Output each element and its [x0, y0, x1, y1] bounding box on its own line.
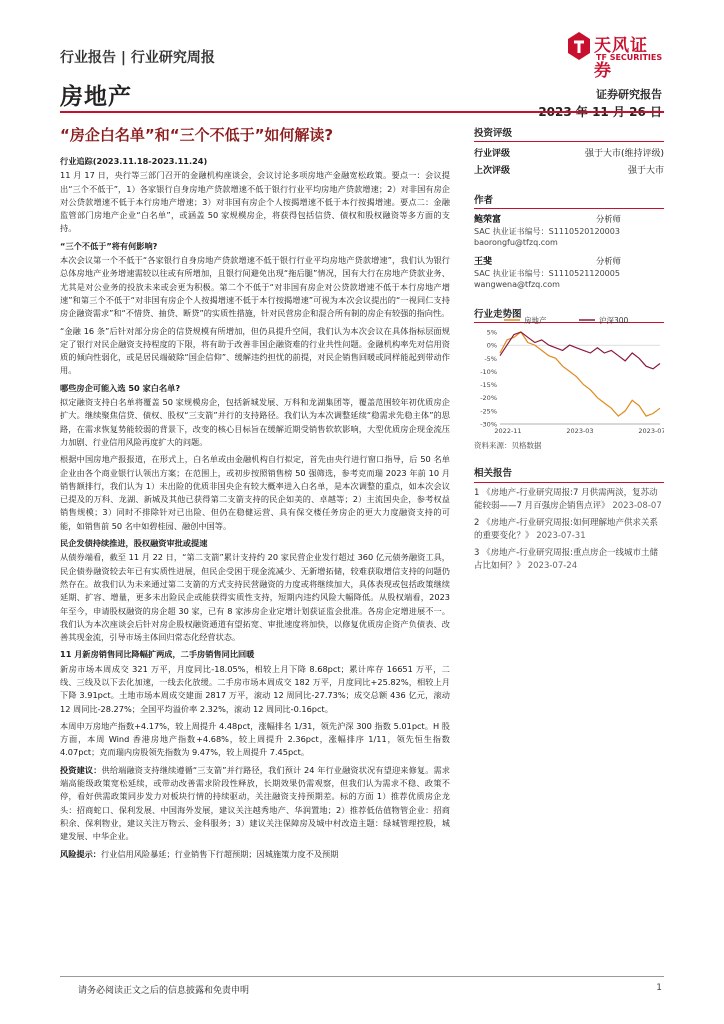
author-card — [474, 256, 664, 290]
related-title: 相关报告 — [474, 465, 664, 483]
page-number: 1 — [656, 983, 662, 993]
section-title: 11 月新房销售同比降幅扩两成，二手房销售同比回暖 — [60, 649, 255, 660]
investment-advice-text: 供给端融资支持继续遵循“三支箭”并行路径，我们预计 24 年行业融资状况有望迎来修复。需求端高能级政策宽松延续，或带动改善需求阶段性释放，长期效果仍需观察，但我们认为需求不稳、政策不停，看好供需政策同步发力对板块行情的持续驱动，关注融资支持预期差。标的方面 1）推荐优质房企龙头：招商蛇口、保利发展、中国海外发展，建议关注越秀地产、华润置地；2）推荐低估值物管企业：招商积余、保利物业，建议关注万物云、金科服务；3）建议关注保障房及城中村改造主题：绿城管理控股，城建发展、中华企业。 — [60, 764, 450, 842]
section-title: 哪些房企可能入选 50 家白名单? — [60, 382, 181, 393]
x-tick-label: 2023-03 — [566, 427, 594, 435]
investment-advice — [60, 764, 450, 844]
report-date: 2023 年 11 月 26 日 — [538, 105, 662, 119]
industry-rating-key: 行业评级 — [474, 149, 511, 159]
author-card — [474, 214, 664, 248]
report-type: 证券研究报告 — [596, 88, 662, 101]
y-tick-label: -20% — [480, 394, 497, 403]
paragraph: “金融 16 条”后针对部分房企的信贷规模有所增加，但仍具提升空间，我们认为本次会议在具体指标层面规定了银行对民企融资支持程度的下限，将有助于改善非国企融资难的行业共性问题。金融机构率先对信用资质的倾向性弱化，或是居民端破除“国企信仰”、缓解违约担忧的前提，对民企销售回暖或同样能起到带动作用。 — [60, 325, 450, 376]
section-title: 民企发债持续推进，股权融资审批或提速 — [60, 538, 208, 549]
author-role: 分析师 — [596, 256, 621, 266]
industry-rating-value: 强于大市(维持评级) — [584, 149, 664, 159]
y-tick-label: 5% — [486, 328, 497, 337]
logo-mark-icon — [566, 31, 592, 61]
footer-divider — [60, 976, 664, 977]
rating-title: 投资评级 — [474, 123, 664, 142]
paragraph: 从债券端看，截至 11 月 22 日，“第二支箭”累计支持约 20 家民营企业发行超过 360 亿元债务融资工具，民企债券融资较去年已有实质性进展，但民企受困于现金流减少、无新增拓储，较难获取增信支持的问题仍然存在。故我们认为未来通过第二支箭的方式支持民营融资的力度或将继续加大，具体表现或包括政策继续延期、扩容、增量，更多未出险民企或能获得实质性支持，短期内违约风险大幅降低。从股权端看，2023 年至今，申请股权融资的房企超 30 家，已有 8 家涉房企业定增计划获证监会批准。各房企定增进展不一。我们认为本次座谈会后针对房企股权融资通道有望拓宽、审批速度将加快，以修复优质房企资产负债表、改善其现金流，引导市场主体回归常态化经营状态。 — [60, 552, 450, 643]
related-report-text[interactable]: 1 《房地产-行业研究周报:7 月供需两淡，复苏动能较弱——7 月百强房企销售点评》 — [474, 488, 658, 511]
footer-disclaimer: 请务必阅读正文之后的信息披露和免责申明 — [78, 986, 250, 996]
related-report-date: 2023-07-31 — [536, 531, 586, 541]
section-title: 行业追踪(2023.11.18-2023.11.24) — [60, 156, 208, 166]
legend-label: 沪深300 — [599, 316, 629, 325]
related-report-link[interactable] — [474, 487, 664, 513]
y-tick-label: -5% — [484, 354, 497, 363]
company-logo — [566, 29, 664, 81]
last-rating-value: 强于大市 — [627, 166, 664, 176]
main-body — [60, 154, 450, 865]
paragraph: 新房市场本周成交 321 万平，月度同比-18.05%，相较上月下降 8.68pct；累计库存 16651 万平，二线、三线及以下去化加速，一线去化放缓。二手房市场本周成交 182 万平，月度同比+25.82%，相较上月下降 3.91pct。土地市场本周成交建面 2817 万平，滚动 12 周同比-27.73%；成交总额 436 亿元，滚动 12 周同比-28.27%；全国平均溢价率 2.32%，滚动 12 周同比-0.16pct。 — [60, 663, 450, 714]
risk-warning-label: 风险提示： — [60, 848, 101, 859]
risk-warning — [60, 848, 450, 861]
logo-text-cn: 天风证券 — [594, 36, 648, 81]
y-tick-label: -30% — [480, 420, 497, 429]
sidebar — [474, 123, 664, 323]
author-role: 分析师 — [596, 214, 621, 224]
author-cert: SAC 执业证书编号：S1110521120005 — [474, 269, 620, 278]
related-report-text[interactable]: 2 《房地产-行业研究周报:如何理解地产供求关系的重要变化？》 — [474, 518, 659, 541]
x-tick-label: 2022-11 — [494, 427, 522, 435]
related-report-date: 2023-07-24 — [527, 561, 578, 571]
related-report-link[interactable] — [474, 547, 664, 573]
author-name: 王斐 — [474, 257, 493, 267]
author-email[interactable]: baorongfu@tfzq.com — [474, 238, 558, 247]
related-report-link[interactable] — [474, 517, 664, 543]
paragraph: 拟定融资支持白名单将覆盖 50 家规模房企，包括新城发展、万科和龙湖集团等，覆盖范围较年初优质房企扩大。继续聚焦信贷、债权、股权“三支箭”并行的支持路径。我们认为本次调整延续“稳需求先稳主体”的思路，在需求恢复势能较弱的背景下，改变的核心目标旨在缓解近期受销售软软影响，大型优质房企现金流压力加剧、行业信用风险再度扩大的问题。 — [60, 397, 450, 447]
y-tick-label: -25% — [480, 407, 497, 416]
paragraph: 根据中国房地产报报道，在形式上，白名单或由金融机构自行拟定，首先由央行进行窗口指导，后 50 名单企业由各个商业银行认领出方案；在范围上，或初步按照销售榜 50 强筛选，参考克而瑞 2023 年前 10 月销售额排行，我们认为 1）未出险的优质非国央企有较大概率进入白名单，是本次调整的重点，如本次会议已提及的万科、龙湖、新城及其他已获得第二支箭支持的民企如美的、卓越等；2）主流国央企，参考权益销售规模；3）同时不排除针对已出险、但仍在稳健运营、具有保交楼任务房企的更大力度融资支持的可能，如销售前 50 名中如碧桂园、融创中国等。 — [60, 454, 450, 531]
related-report-text[interactable]: 3 《房地产-行业研究周报:重点房企一线城市土储占比如何？》 — [474, 548, 659, 571]
y-tick-label: -10% — [480, 367, 497, 376]
related-report-date: 2023-08-07 — [612, 501, 662, 511]
author-email[interactable]: wangwena@tfzq.com — [474, 280, 560, 289]
last-rating-key: 上次评级 — [474, 166, 511, 176]
authors-title: 作者 — [474, 190, 664, 209]
trend-title: 行业走势图 — [474, 304, 664, 323]
legend-label: 房地产 — [524, 316, 547, 325]
industry-title: 房地产 — [60, 84, 132, 110]
investment-advice-label: 投资建议： — [60, 764, 102, 775]
paragraph: 本次会议第一个不低于“各家银行自身房地产贷款增速不低于银行行业平均房地产贷款增速”，我们认为银行总体房地产业务增速需较以往或有所增加，且银行间避免出现“拖后腿”情况，国有大行在房地产贷款业务、尤其是对公业务的投放未来或会更为积极。第二个不低于“对非国有房企对公贷款增速不低于本行房地产增速”和第三个不低于“对非国有房企个人按揭增速不低于本行按揭增速”可视为本次会议提出的“一视同仁支持房企融资需求”和“不惜贷、抽贷、断贷”的实质性措施，针对民营房企和混合所有制的房企有较强的指向性。 — [60, 255, 450, 319]
y-tick-label: 0% — [486, 341, 497, 350]
trend-chart — [474, 312, 664, 442]
report-category: 行业报告 | 行业研究周报 — [60, 50, 215, 66]
related-reports — [474, 465, 664, 573]
paragraph: 11 月 17 日，央行等三部门召开的金融机构座谈会，会议讨论多项房地产金融宽松政策。要点一：会议提出“三个不低于”，1）各家银行自身房地产贷款增速不低于银行行业平均房地产贷款增速；2）对非国有房企对公贷款增速不低于本行房地产增速；3）对非国有房企个人按揭增速不低于本行按揭增速。要点二：金融监管部门房地产企业“白名单”，或涵盖 50 家规模房企，将获得包括信贷、债权和股权融资等多方面的支持。 — [60, 170, 450, 234]
industry-rating-row — [474, 142, 664, 159]
report-headline: “房企白名单”和“三个不低于”如何解读? — [60, 126, 334, 144]
chart-source: 资料来源：贝格数据 — [474, 441, 542, 450]
y-tick-label: -15% — [480, 381, 497, 390]
section-title: “三个不低于”将有何影响? — [60, 240, 158, 251]
author-cert: SAC 执业证书编号：S1110520120003 — [474, 227, 620, 236]
paragraph: 本周申万房地产指数+4.17%，较上周提升 4.48pct，涨幅排名 1/31，领先沪深 300 指数 5.01pct。H 股方面，本周 Wind 香港房地产指数+4.68%，较上周提升 2.36pct，涨幅排序 1/11，领先恒生指数 4.07pct；克而瑞内房股领先指数为 9.47%，较上周提升 7.45pct。 — [60, 720, 450, 758]
x-tick-label: 2023-07 — [638, 427, 664, 435]
header-divider — [60, 111, 664, 113]
author-name: 鲍荣富 — [474, 215, 502, 225]
series-line-real-estate — [500, 332, 660, 416]
logo-text-en: TF SECURITIES — [596, 53, 663, 62]
last-rating-row — [474, 159, 664, 176]
trend-chart-svg — [474, 312, 664, 438]
risk-warning-text: 行业信用风险暴延；行业销售下行超预期；因城施策力度不及预期 — [100, 848, 339, 859]
